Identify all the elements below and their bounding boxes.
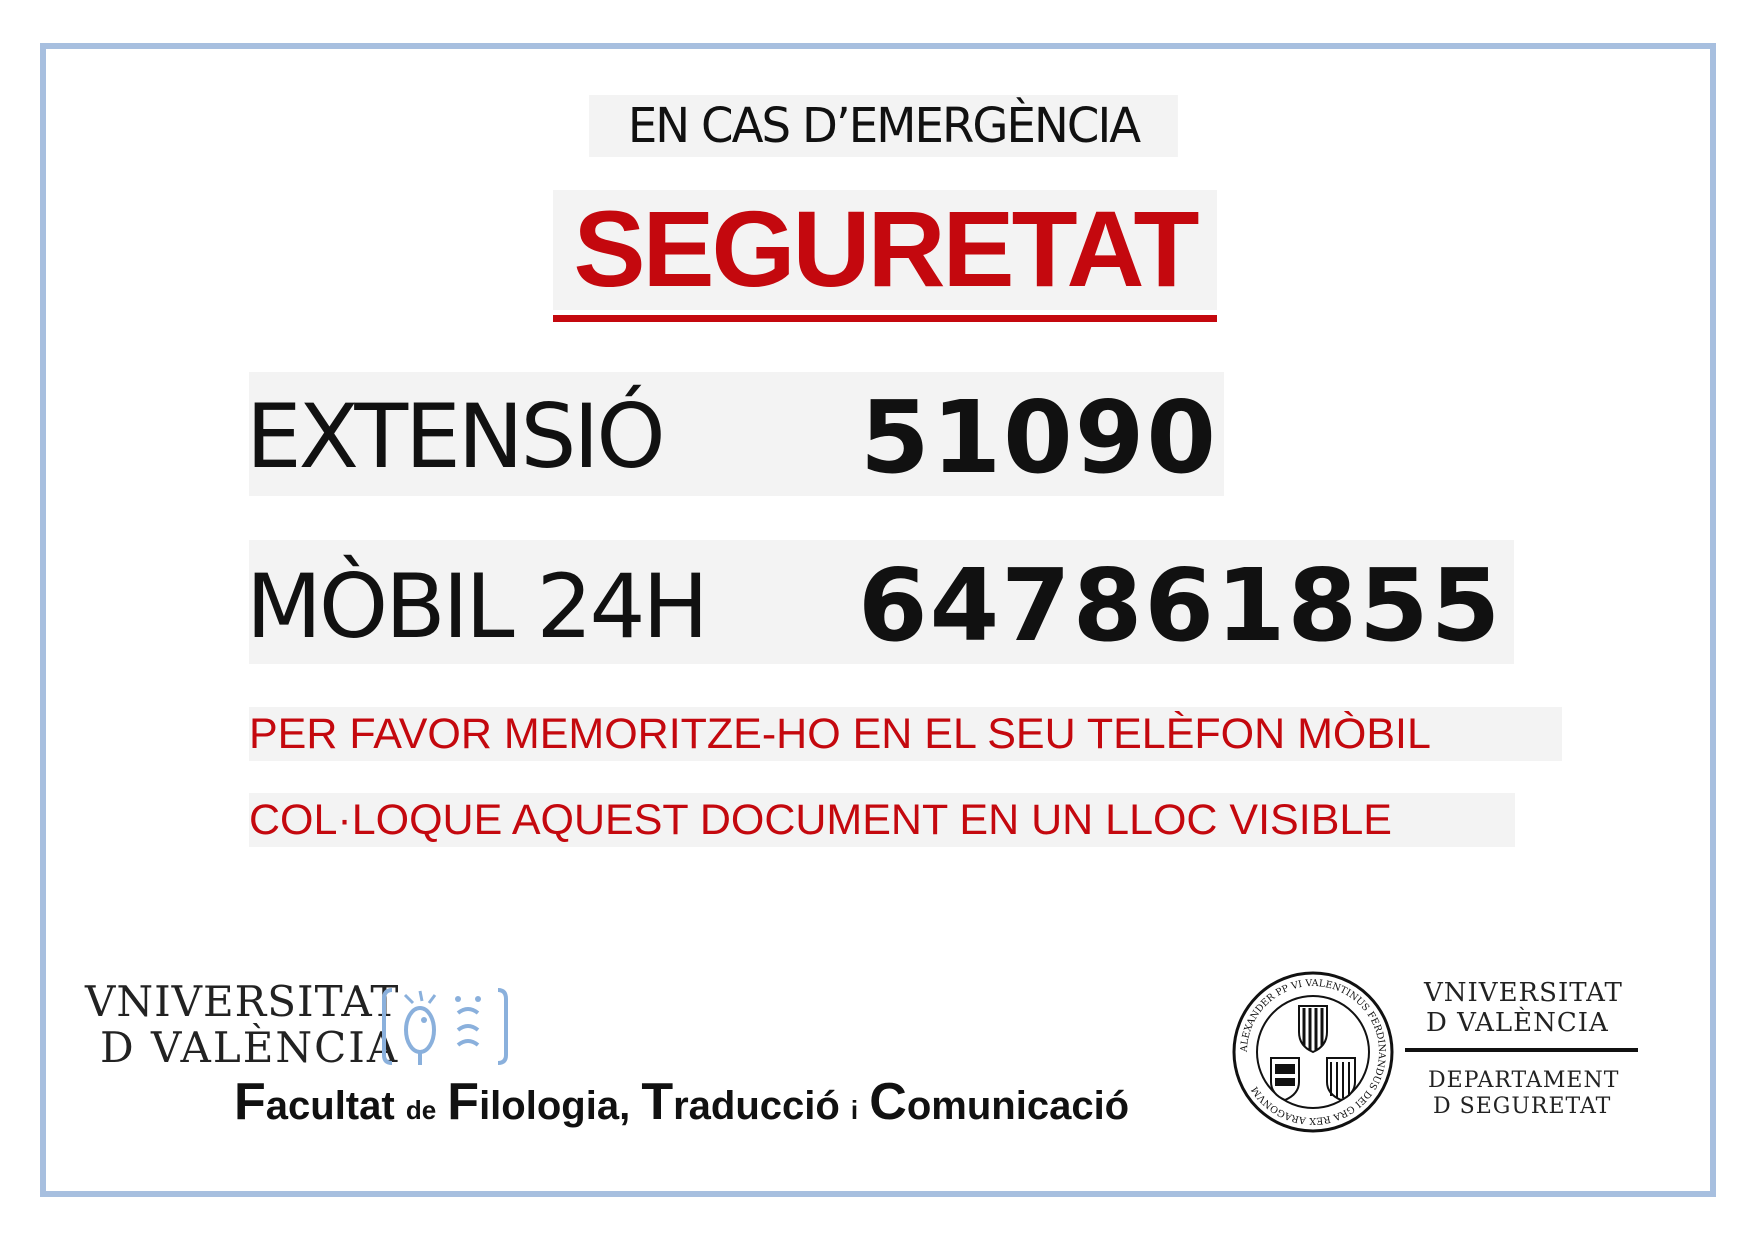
visible-place-note: COL·LOQUE AQUEST DOCUMENT EN UN LLOC VISIBLE xyxy=(249,793,1515,847)
dept-university-line1: VNIVERSITAT xyxy=(1424,978,1623,1008)
university-seal-icon xyxy=(1231,970,1395,1134)
title-underline xyxy=(553,315,1217,322)
emergency-subtitle: EN CAS D’EMERGÈNCIA xyxy=(589,95,1178,157)
security-title: SEGURETAT xyxy=(553,190,1217,310)
dept-university-line2: D VALÈNCIA xyxy=(1426,1008,1609,1038)
mobile-label: MÒBIL 24H xyxy=(246,555,706,658)
extension-label: EXTENSIÓ xyxy=(246,385,663,488)
university-name-line2: D VALÈNCIA xyxy=(100,1023,400,1072)
seal-text: ALEXANDER PP VI VALENTINUS FERDINANDUS DEI GRA REX ARAGONVM xyxy=(1238,977,1388,1127)
faculty-w4-rest: omunicació xyxy=(906,1084,1130,1128)
mobile-number: 647861855 xyxy=(858,547,1503,664)
department-line2: D SEGURETAT xyxy=(1433,1094,1612,1119)
faculty-de: de xyxy=(405,1095,437,1125)
faculty-w3-initial: T xyxy=(641,1073,674,1131)
faculty-w4-initial: C xyxy=(869,1073,907,1131)
university-name-line1: VNIVERSITAT xyxy=(85,977,400,1026)
faculty-w3-rest: raducció xyxy=(673,1084,840,1128)
department-divider xyxy=(1405,1048,1638,1052)
faculty-w2-rest: ilologia, xyxy=(479,1084,631,1128)
faculty-name xyxy=(234,1072,1129,1132)
university-mascot-icon xyxy=(380,985,510,1070)
memorize-note: PER FAVOR MEMORITZE-HO EN EL SEU TELÈFON MÒBIL xyxy=(249,707,1562,761)
faculty-w1-initial: F xyxy=(234,1073,266,1131)
faculty-w1-rest: acultat xyxy=(265,1084,395,1128)
faculty-i: i xyxy=(850,1095,859,1125)
faculty-w2-initial: F xyxy=(447,1073,480,1131)
extension-number: 51090 xyxy=(860,379,1218,496)
department-line1: DEPARTAMENT xyxy=(1428,1068,1620,1093)
